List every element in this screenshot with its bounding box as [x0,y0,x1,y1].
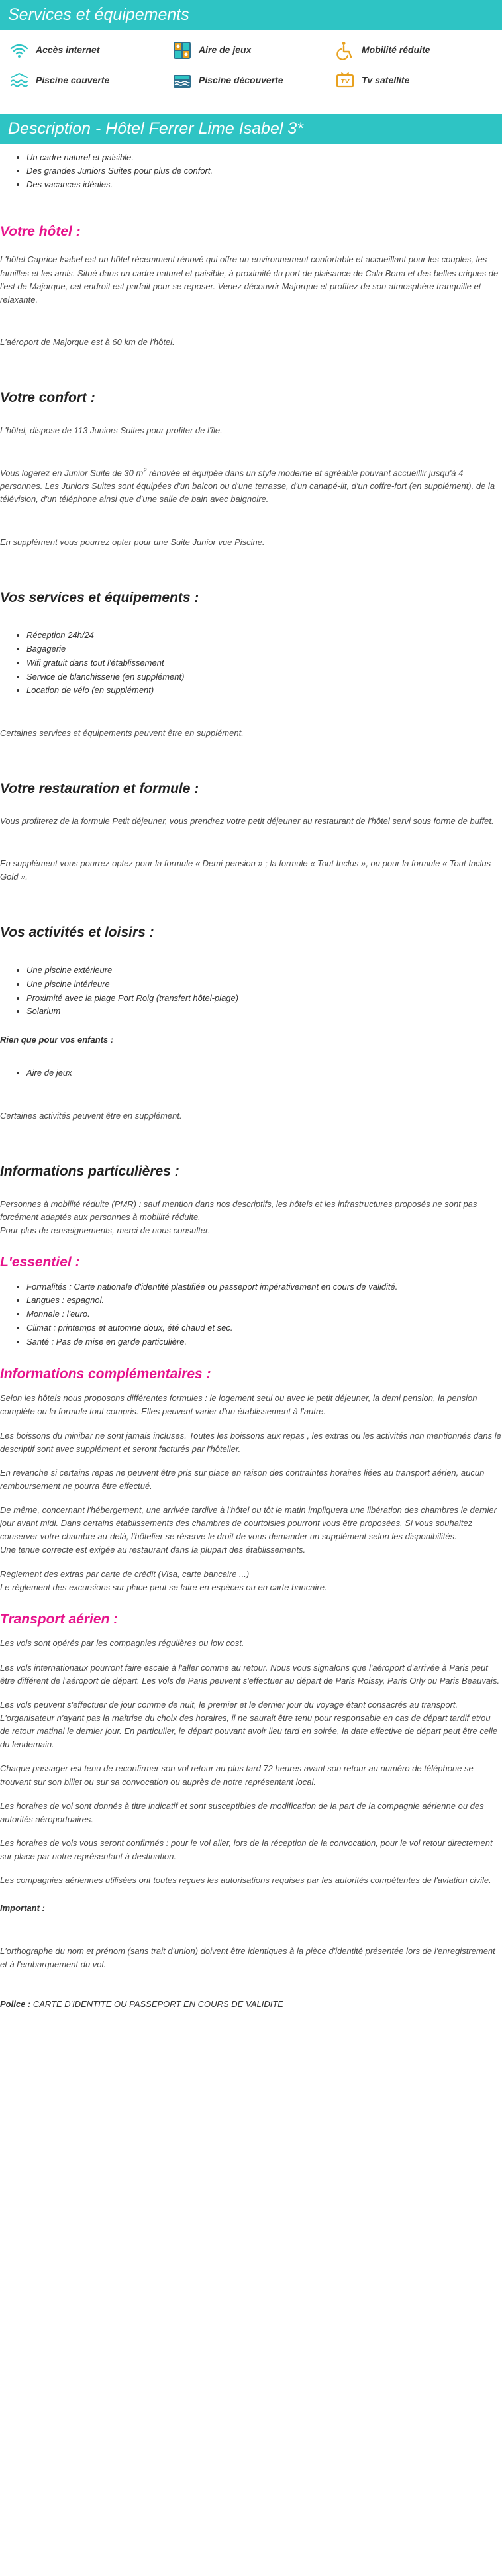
services-title: Services et équipements [0,0,502,30]
service-item-indoor-pool [9,70,172,91]
list-item: • Langues : espagnol. [26,1294,502,1308]
list-item: • Climat : printemps et automne doux, été chaud et sec. [26,1321,502,1335]
transport-paragraph: Les vols peuvent s'effectuer de jour comme de nuit, le premier et le dernier jour du voyage étant consacrés au transport. L'organisateur n'ayant pas la maîtrise du choix des horaires, il ne saurait être tenu pour responsable en cas de départ tardif et/ou de retour matinal le dernier jour. En particulier, le départ pouvant avoir lieu tard en soirée, la date effective de départ peut être celle du lendemain. [0,1699,498,1750]
kids-list [0,1066,502,1080]
suite-option: En supplément vous pourrez opter pour une Suite Junior vue Piscine. [0,537,265,547]
equipments-note: Certaines services et équipements peuvent être en supplément. [0,728,244,739]
activities-heading: Vos activités et loisirs : [0,925,154,941]
dining-heading: Votre restauration et formule : [0,781,199,797]
list-item: • Des vacances idéales. [26,178,502,192]
service-item-reduced-mobility [335,40,498,61]
list-item: • Wifi gratuit dans tout l'établissement [26,656,502,670]
essentials-heading: L'essentiel : [0,1255,80,1270]
transport-paragraph: Les horaires de vols vous seront confirmés : pour le vol aller, lors de la réception de la convocation, pour le vol retour directement sur place par notre représentant à destination. [0,1838,493,1862]
transport-paragraph: Les vols sont opérés par les compagnies régulières ou low cost. [0,1638,244,1649]
room-text: Vous logerez en Junior Suite de 30 m [0,468,144,478]
comfort-heading: Votre confort : [0,390,95,406]
list-item: • Des grandes Juniors Suites pour plus de confort. [26,164,502,178]
service-label: Accès internet [36,44,100,55]
square-sup: 2 [143,466,147,474]
wheelchair-icon [335,40,355,60]
satellite-tv-icon [335,71,355,91]
room-paragraph [0,466,502,507]
list-item: • Location de vélo (en supplément) [26,684,502,697]
list-item: • Bagagerie [26,643,502,656]
transport-paragraph: Les compagnies aériennes utilisées ont toutes reçues les autorisations requises par les autorités compétentes de l'aviation civile. [0,1875,491,1886]
comfort-paragraph: L'hôtel, dispose de 113 Juniors Suites pour profiter de l'île. [0,425,223,435]
service-item-satellite-tv [335,70,498,91]
list-item: • Formalités : Carte nationale d'identité plastifiée ou passeport impérativement en cours de validité. [26,1280,502,1294]
description-bullets [0,151,502,192]
room-text: rénovée et équipée dans un style moderne et agréable pouvant accueillir jusqu'à 4 personnes. Les Juniors Suites sont équipées d'un balcon ou d'une terrasse, d'un canapé-lit, d'un coffre-fort (en supplément), de la télévision, d'un téléphone ainsi que d'une salle de bain avec baignoire. [0,468,495,505]
activities-list [0,964,502,1019]
list-item: • Aire de jeux [26,1066,502,1080]
outdoor-pool-icon [172,71,192,91]
special-info-heading: Informations particulières : [0,1164,179,1180]
police-text: CARTE D'IDENTITE OU PASSEPORT EN COURS DE VALIDITE [30,1998,283,2009]
kids-label: Rien que pour vos enfants : [0,1035,114,1045]
complementary-heading: Informations complémentaires : [0,1366,211,1382]
important-text: L'orthographe du nom et prénom (sans trait d'union) doivent être identiques à la pièce d'identité présentée lors de l'enregistrement et à l'embarquement du vol. [0,1945,495,1969]
wifi-icon [9,40,29,60]
service-item-internet [9,40,172,61]
list-item: • Un cadre naturel et paisible. [26,151,502,165]
transport-paragraph: Chaque passager est tenu de reconfirmer son vol retour au plus tard 72 heures avant son retour au numéro de téléphone se trouvant sur son billet ou sur sa convocation ou auprès de notre représentant local. [0,1763,474,1787]
complementary-paragraph: Les boissons du minibar ne sont jamais incluses. Toutes les boissons aux repas , les extras ou les activités non mentionnés dans le descriptif sont avec supplément et seront facturés par l'hôtelier. [0,1430,501,1454]
police-line [0,1998,502,2011]
service-label: Aire de jeux [199,44,252,55]
pmr-paragraph: Personnes à mobilité réduite (PMR) : sauf mention dans nos descriptifs, les hôtels et les infrastructures proposés ne sont pas forcément adaptés aux personnes à mobilité réduite. [0,1198,477,1222]
important-label: Important : [0,1903,45,1914]
hotel-paragraph: L'hôtel Caprice Isabel est un hôtel récemment rénové qui offre un environnement confortable et accueillant pour les couples, les familles et les amis. Situé dans un cadre naturel et paisible, à proximité du port de plaisance de Cala Bona et des belles criques de l'est de Majorque, cet endroit est parfait pour se reposer. Venez découvrir Majorque et profitez de son atmosphère tranquille et relaxante. [0,254,499,305]
list-item: • Monnaie : l'euro. [26,1308,502,1321]
service-label: Piscine couverte [36,74,110,85]
list-item: • Une piscine intérieure [26,978,502,992]
police-label: Police : [0,1998,31,2009]
airport-distance: L'aéroport de Majorque est à 60 km de l'hôtel. [0,337,175,347]
playground-icon [172,40,192,60]
complementary-paragraph: Règlement des extras par carte de crédit (Visa, carte bancaire ...) [0,1569,250,1579]
transport-paragraph: Les horaires de vol sont donnés à titre indicatif et sont susceptibles de modification de la part de la compagnie aérienne ou des autorités aéroportuaires. [0,1800,484,1824]
complementary-paragraph: Une tenue correcte est exigée au restaurant dans la plupart des établissements. [0,1545,306,1555]
indoor-pool-icon [9,71,29,91]
service-item-playground [172,40,335,61]
complementary-section [0,1364,502,1594]
list-item: • Une piscine extérieure [26,964,502,978]
equipments-heading: Vos services et équipements : [0,590,199,605]
contact-line: Pour plus de renseignements, merci de nous consulter. [0,1225,211,1235]
hotel-heading: Votre hôtel : [0,223,81,239]
list-item: • Solarium [26,1005,502,1019]
svg-text:TV: TV [340,78,350,85]
list-item: • Proximité avec la plage Port Roig (transfert hôtel-plage) [26,992,502,1005]
service-label: Mobilité réduite [362,44,430,55]
list-item: • Réception 24h/24 [26,629,502,643]
essentials-list [0,1280,502,1349]
dining-options: En supplément vous pourrez optez pour la formule « Demi-pension » ; la formule « Tout Inclus », ou pour la formule « Tout Inclus Gold ». [0,858,491,882]
equipments-list [0,629,502,697]
service-label: Piscine découverte [199,74,283,85]
list-item: • Service de blanchisserie (en supplément) [26,670,502,684]
air-transport-section [0,1609,502,2011]
dining-paragraph: Vous profiterez de la formule Petit déjeuner, vous prendrez votre petit déjeuner au restaurant de l'hôtel servi sous forme de buffet. [0,815,494,826]
transport-paragraph: Les vols internationaux pourront faire escale à l'aller comme au retour. Nous vous signalons que l'aéroport d'arrivée à Paris peut être différent de l'aéroport de départ. Les vols de Paris peuvent s'effectuer au départ de Paris Roissy, Paris Orly ou Paris Beauvais. [0,1662,500,1686]
complementary-paragraph: En revanche si certains repas ne peuvent être pris sur place en raison des contraintes horaires liées au transport aérien, aucun remboursement ne pourra être effectué. [0,1467,485,1491]
activities-note: Certaines activités peuvent être en supplément. [0,1111,182,1121]
complementary-paragraph: Selon les hôtels nous proposons différentes formules : le logement seul ou avec le petit déjeuner, la demi pension, la pension complète ou la formule tout compris. Elles peuvent varier d'un établissement à l'autre. [0,1393,477,1417]
services-grid [0,30,502,95]
description-title: Description - Hôtel Ferrer Lime Isabel 3* [0,114,502,144]
air-transport-heading: Transport aérien : [0,1611,119,1627]
complementary-paragraph: Le règlement des excursions sur place peut se faire en espèces ou en carte bancaire. [0,1582,327,1592]
service-label: Tv satellite [362,74,410,85]
list-item: • Santé : Pas de mise en garde particulière. [26,1335,502,1349]
complementary-paragraph: De même, concernant l'hébergement, une arrivée tardive à l'hôtel ou tôt le matin impliquera une libération des chambres le dernier jour avant midi. Dans certains établissements des chambres de courtoisies pourront vous être proposées. Si vous souhaitez conserver votre chambre au-delà, l'hôtelier se réserve le droit de vous demander un supplément selon les disponibilités. [0,1505,497,1542]
service-item-outdoor-pool [172,70,335,91]
